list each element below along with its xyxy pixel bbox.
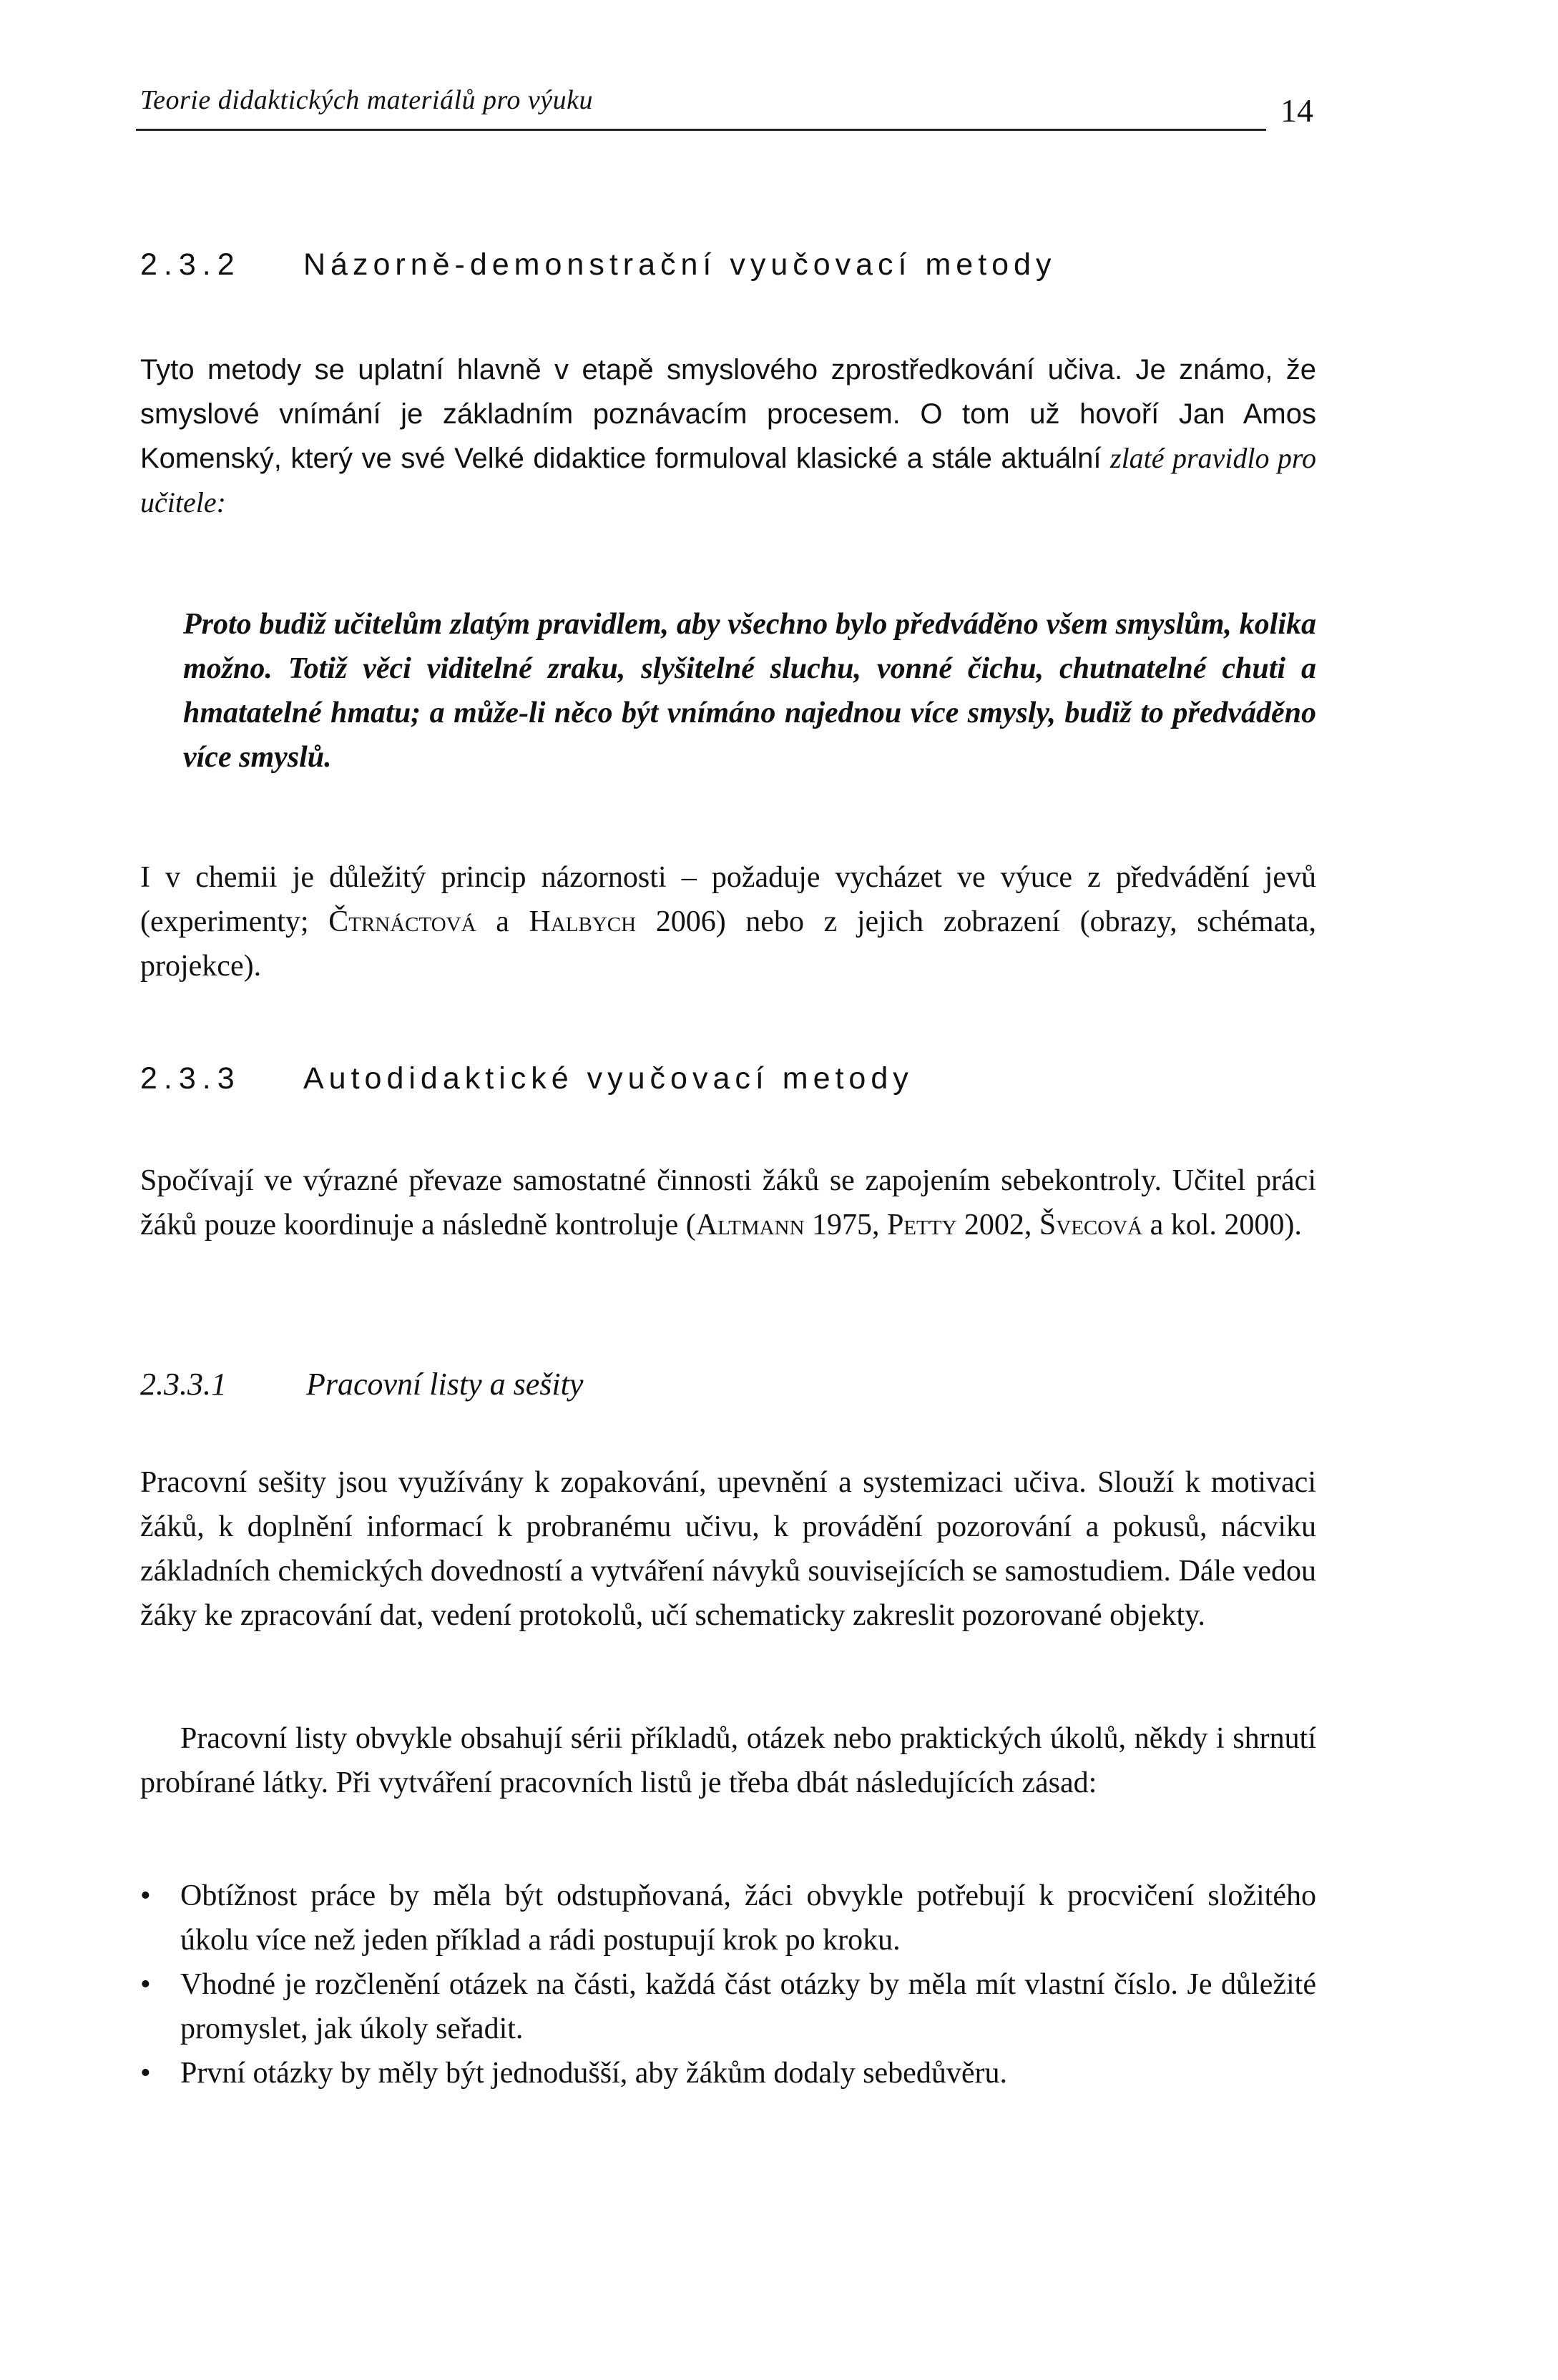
section-number: 2.3.3.1	[140, 1367, 227, 1402]
bullet-icon: •	[140, 1968, 151, 2001]
citation-year: 2002,	[964, 1209, 1032, 1241]
section-number: 2.3.2	[140, 247, 241, 282]
citation-author: Halbych	[529, 905, 637, 938]
section-title: Autodidaktické vyučovací metody	[303, 1061, 913, 1096]
section-title: Názorně-demonstrační vyučovací metody	[303, 247, 1057, 282]
section-heading-2-3-3-1	[140, 1366, 583, 1402]
citation-conjunction: a	[496, 905, 509, 938]
paragraph-autodidactic-tail: a kol. 2000).	[1150, 1209, 1302, 1241]
citation-author: Švecová	[1039, 1209, 1143, 1241]
list-item	[140, 2051, 1316, 2095]
list-item	[140, 1874, 1316, 1962]
paragraph-autodidactic-text: Spočívají ve výrazné převaze samostatné činnosti žáků se zapojením sebekontroly. Učitel práci žáků pouze koordinuje a následně kontroluje (	[140, 1164, 1316, 1241]
running-header-title: Teorie didaktických materiálů pro výuku	[140, 85, 593, 115]
paragraph-worksheets: Pracovní listy obvykle obsahují sérii příkladů, otázek nebo praktických úkolů, někdy i shrnutí probírané látky. Při vytváření pracovních listů je třeba dbát následujících zásad:	[140, 1722, 1316, 1799]
list-item-text: Obtížnost práce by měla být odstupňovaná, žáci obvykle potřebují k procvičení složitého úkolu více než jeden příklad a rádi postupují krok po kroku.	[180, 1879, 1316, 1957]
paragraph-intro-text: Tyto metody se uplatní hlavně v etapě smyslového zprostředkování učiva. Je známo, že smyslové vnímání je základním poznávacím procesem. O tom už hovoří Jan Amos Komenský, který ve své Velké didaktice formuloval klasické a stále aktuální	[140, 354, 1316, 474]
bullet-icon: •	[140, 2057, 151, 2090]
list-item	[140, 1962, 1316, 2051]
header-rule	[136, 129, 1266, 131]
citation-year: 1975,	[811, 1209, 880, 1241]
paragraph-workbooks: Pracovní sešity jsou využívány k zopakování, upevnění a systemizaci učiva. Slouží k motivaci žáků, k doplnění informací k probranému učivu, k provádění pozorování a pokusů, nácviku základních chemických dovedností a vytváření návyků souvisejících se samostudiem. Dále vedou žáky ke zpracování dat, vedení protokolů, učí schematicky zakreslit pozorované objekty.	[140, 1466, 1316, 1632]
paragraph-intro	[140, 348, 1316, 525]
section-heading-2-3-3	[140, 1061, 913, 1096]
paragraph-chemistry-text: I v chemii je důležitý princip názornosti – požaduje vycházet ve výuce z předvádění jevů (experimenty;	[140, 861, 1316, 938]
list-item-text: Vhodné je rozčlenění otázek na části, každá část otázky by měla mít vlastní číslo. Je důležité promyslet, jak úkoly seřadit.	[180, 1968, 1316, 2045]
section-title: Pracovní listy a sešity	[306, 1367, 584, 1402]
paragraph-intro-italic: zlaté pravidlo pro učitele:	[140, 442, 1316, 518]
paragraph-chemistry-tail: 2006) nebo z jejich zobrazení (obrazy, schémata, projekce).	[140, 905, 1317, 983]
paragraph-chemistry	[140, 855, 1316, 988]
list-item-text: První otázky by měly být jednodušší, aby žákům dodaly sebedůvěru.	[180, 2057, 1007, 2090]
paragraph-autodidactic	[140, 1159, 1316, 1247]
bullet-icon: •	[140, 1879, 151, 1912]
section-heading-2-3-2	[140, 247, 1056, 282]
komensky-quote: Proto budiž učitelům zlatým pravidlem, aby všechno bylo předváděno všem smyslům, kolika možno. Totiž věci viditelné zraku, slyšitelné sluchu, vonné čichu, chutnatelné chuti a hmatatelné hmatu; a může-li něco být vnímáno najednou více smysly, budiž to předváděno více smyslů.	[183, 608, 1316, 774]
section-number: 2.3.3	[140, 1061, 241, 1096]
citation-author: Altmann	[695, 1209, 805, 1241]
citation-author: Čtrnáctová	[328, 905, 476, 938]
citation-author: Petty	[886, 1209, 957, 1241]
principles-list	[140, 1874, 1316, 2095]
page-number: 14	[1280, 92, 1313, 129]
